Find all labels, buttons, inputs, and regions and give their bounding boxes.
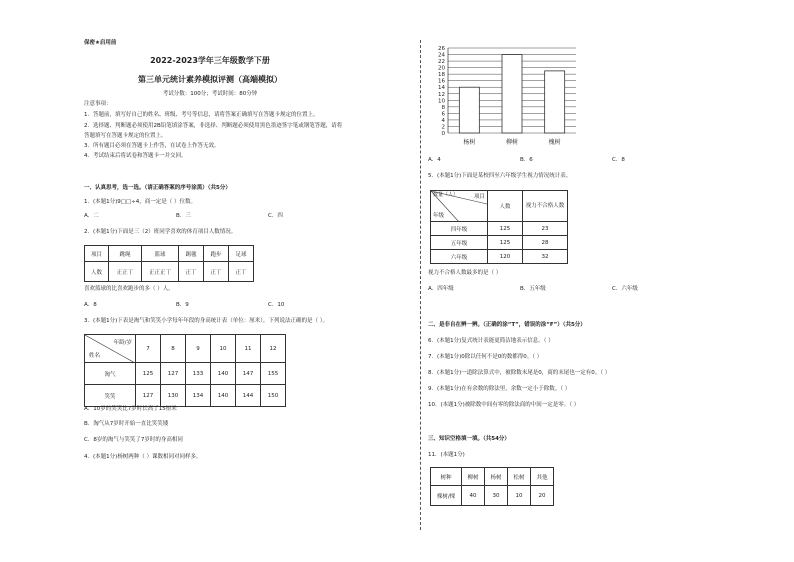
notice-item: 3．所有题目必须在答题卡上作答，在试卷上作答无效。 <box>84 143 220 149</box>
table-cell: 140 <box>211 363 236 385</box>
table-header: 视力不合格人数 <box>523 191 568 222</box>
page-subtitle: 第三单元统计素养模拟评测（高端模拟） <box>138 75 282 84</box>
table-cell: 五年级 <box>431 236 488 250</box>
notice-item: 2．选择题、判断题必须使用2B铅笔填涂答案，非选择、判断题必须使用黑色墨迹签字笔或钢笔答题，请将 <box>84 123 343 129</box>
table-cell: 正正正丅 <box>142 262 179 282</box>
y-tick-label: 4 <box>441 117 445 124</box>
question-9: 9．(本题1分)在有余数的除法里，余数一定小于除数。（ ） <box>428 386 571 392</box>
table-cell: 140 <box>211 385 236 407</box>
table-cell: 150 <box>261 385 286 407</box>
y-tick-label: 10 <box>438 98 445 105</box>
confidential-label: 保密★启用前 <box>84 40 117 46</box>
table-cell: 跑步 <box>204 246 229 262</box>
table-cell: 足球 <box>229 246 254 262</box>
y-tick-label: 24 <box>438 52 445 59</box>
page-title: 2022-2023学年三年级数学下册 <box>150 56 270 65</box>
y-tick-label: 20 <box>438 65 445 72</box>
q2-option-c[interactable]: C．10 <box>268 302 285 308</box>
section2-heading: 二、是非自在辨一辨。（正确的涂“T”，错误的涂“F”）（共5分） <box>428 322 586 328</box>
corner-label-items: 项目 <box>473 194 485 200</box>
section1-heading: 一、认真思考，选一选。（请正确答案的序号涂黑）（共5分） <box>84 185 231 191</box>
table-cell: 144 <box>236 385 261 407</box>
table-cell: 柳树 <box>462 468 485 486</box>
x-tick-label: 杨树 <box>463 139 476 146</box>
tree-bar-chart <box>426 42 586 150</box>
table-cell: 正丅 <box>204 262 229 282</box>
table-cell: 32 <box>523 250 568 264</box>
table-cell: 四年级 <box>431 222 488 236</box>
sports-tally-table <box>84 245 254 282</box>
table-header: 9 <box>186 335 211 363</box>
q2-option-b[interactable]: B．9 <box>176 302 189 308</box>
q4-option-a[interactable]: A．4 <box>428 157 441 163</box>
table-cell: 28 <box>523 236 568 250</box>
table-cell: 120 <box>488 250 523 264</box>
bar <box>459 87 479 133</box>
q4-option-b[interactable]: B．6 <box>520 157 533 163</box>
notice-item: 4．考试结束后将试卷和答题卡一并交回。 <box>84 153 187 159</box>
y-tick-label: 14 <box>438 85 445 92</box>
table-cell: 125 <box>136 363 161 385</box>
table-cell: 127 <box>161 363 186 385</box>
question-2: 2．(本题1分)下面是三（2）班同学喜欢的体育项目人数情况。 <box>84 229 237 235</box>
table-cell: 125 <box>488 222 523 236</box>
corner-label-grade: 年级 <box>433 213 445 219</box>
table-cell: 棵树/棵 <box>431 486 462 506</box>
table-cell: 125 <box>488 236 523 250</box>
question-7: 7．(本题1分)0除以任何不是0的数都得0。（ ） <box>428 354 543 360</box>
table-cell: 10 <box>508 486 531 506</box>
table-cell: 杨树 <box>485 468 508 486</box>
q5-option-a[interactable]: A．四年级 <box>428 286 454 292</box>
table-corner-cell <box>85 335 136 363</box>
table-header: 7 <box>136 335 161 363</box>
question-11: 11．(本题1分) <box>428 452 465 458</box>
q3-option-b[interactable]: B．淘气从7岁时开始一直比笑笑矮 <box>84 421 169 427</box>
table-header: 人数 <box>488 191 523 222</box>
section3-heading: 三、知识空格填一填。（共54分） <box>428 436 510 442</box>
q3-option-a[interactable]: A．10岁的笑笑比7岁时长高了15厘米 <box>84 406 177 412</box>
table-cell: 篮球 <box>142 246 179 262</box>
exam-info: 考试分数：100分；考试时间：80分钟 <box>162 91 258 97</box>
bar <box>545 71 565 133</box>
bar <box>502 55 522 133</box>
table-header: 11 <box>236 335 261 363</box>
table-cell: 134 <box>186 385 211 407</box>
question-5: 5．(本题1分)下面是某校四至六年级学生视力情况统计表。 <box>428 173 572 179</box>
y-tick-label: 22 <box>438 59 445 66</box>
q2-option-a[interactable]: A．8 <box>84 302 97 308</box>
table-cell: 30 <box>485 486 508 506</box>
table-cell: 跳绳 <box>109 246 142 262</box>
table-cell: 人数 <box>85 262 109 282</box>
y-tick-label: 2 <box>441 124 445 131</box>
notice-item: 答题填写在答题卡规定的位置上。 <box>84 133 167 139</box>
q5-option-b[interactable]: B．五年级 <box>520 286 546 292</box>
table-header: 8 <box>161 335 186 363</box>
q5-option-c[interactable]: C．六年级 <box>612 286 638 292</box>
corner-label-count: 数量（人） <box>433 192 459 198</box>
y-tick-label: 18 <box>438 72 445 79</box>
table-cell: 155 <box>261 363 286 385</box>
y-tick-label: 0 <box>441 131 445 137</box>
column-divider <box>420 40 421 530</box>
table-cell: 其他 <box>531 468 554 486</box>
table-cell: 正丅 <box>229 262 254 282</box>
question-8: 8．(本题1分)一道除法算式中，被除数末尾是0，商的末尾也一定有0。（ ） <box>428 370 611 376</box>
tree-count-table <box>430 467 554 506</box>
x-tick-label: 柳树 <box>505 139 519 146</box>
table-corner-cell <box>431 191 488 222</box>
table-cell: 淘气 <box>85 363 136 385</box>
q3-option-c[interactable]: C．8岁的淘气与笑笑了7岁时的身高相同 <box>84 437 183 443</box>
table-header: 10 <box>211 335 236 363</box>
y-tick-label: 16 <box>438 78 445 85</box>
q1-option-a[interactable]: A．二 <box>84 213 99 219</box>
q1-option-b[interactable]: B．三 <box>176 213 191 219</box>
notice-heading: 注意事项： <box>84 101 112 107</box>
y-tick-label: 26 <box>438 46 445 52</box>
question-4: 4．(本题1分)杨树两种（ ）课数相同对同样多。 <box>84 454 202 460</box>
corner-label-age: 年龄/岁 <box>113 340 132 346</box>
q5-followup: 视力不合格人数最多的是（ ） <box>428 270 502 276</box>
x-tick-label: 槐树 <box>548 139 561 146</box>
y-tick-label: 12 <box>438 91 445 98</box>
table-cell: 松树 <box>508 468 531 486</box>
q1-option-c[interactable]: C．四 <box>268 213 283 219</box>
y-tick-label: 6 <box>441 111 445 118</box>
table-cell: 六年级 <box>431 250 488 264</box>
table-cell: 40 <box>462 486 485 506</box>
question-10: 10．(本题1分)被除数中间有零的除法商的中间一定是零。（ ） <box>428 402 580 408</box>
notice-item: 1．答题前，填写好自己的姓名、班级、考号等信息，请将答案正确填写在答题卡规定的位置上。 <box>84 112 319 118</box>
q2-followup: 喜欢篮球的比喜欢跑步的多（ ）人。 <box>84 286 174 292</box>
table-cell: 踢毽 <box>179 246 204 262</box>
table-cell: 23 <box>523 222 568 236</box>
table-cell: 项目 <box>85 246 109 262</box>
table-cell: 树种 <box>431 468 462 486</box>
q4-option-c[interactable]: C．8 <box>612 157 625 163</box>
question-6: 6．(本题1分)复式统计表能更简洁地表示信息。（ ） <box>428 338 554 344</box>
table-cell: 130 <box>161 385 186 407</box>
corner-label-name: 姓名 <box>89 353 101 359</box>
table-header: 12 <box>261 335 286 363</box>
table-cell: 147 <box>236 363 261 385</box>
y-tick-label: 8 <box>441 104 445 111</box>
table-cell: 笑笑 <box>85 385 136 407</box>
table-cell: 133 <box>186 363 211 385</box>
question-3: 3．(本题1分)下表是淘气和笑笑小学每年年段的身高统计表（单位：厘米），下列说法正确的是（ ）。 <box>84 318 329 324</box>
table-cell: 正正丅 <box>109 262 142 282</box>
table-cell: 20 <box>531 486 554 506</box>
table-cell: 127 <box>136 385 161 407</box>
table-cell: 正丅 <box>179 262 204 282</box>
vision-table <box>430 190 568 264</box>
height-table <box>84 334 286 407</box>
question-1: 1．(本题1分)9□□÷4，商一定是（ ）位数。 <box>84 199 197 205</box>
